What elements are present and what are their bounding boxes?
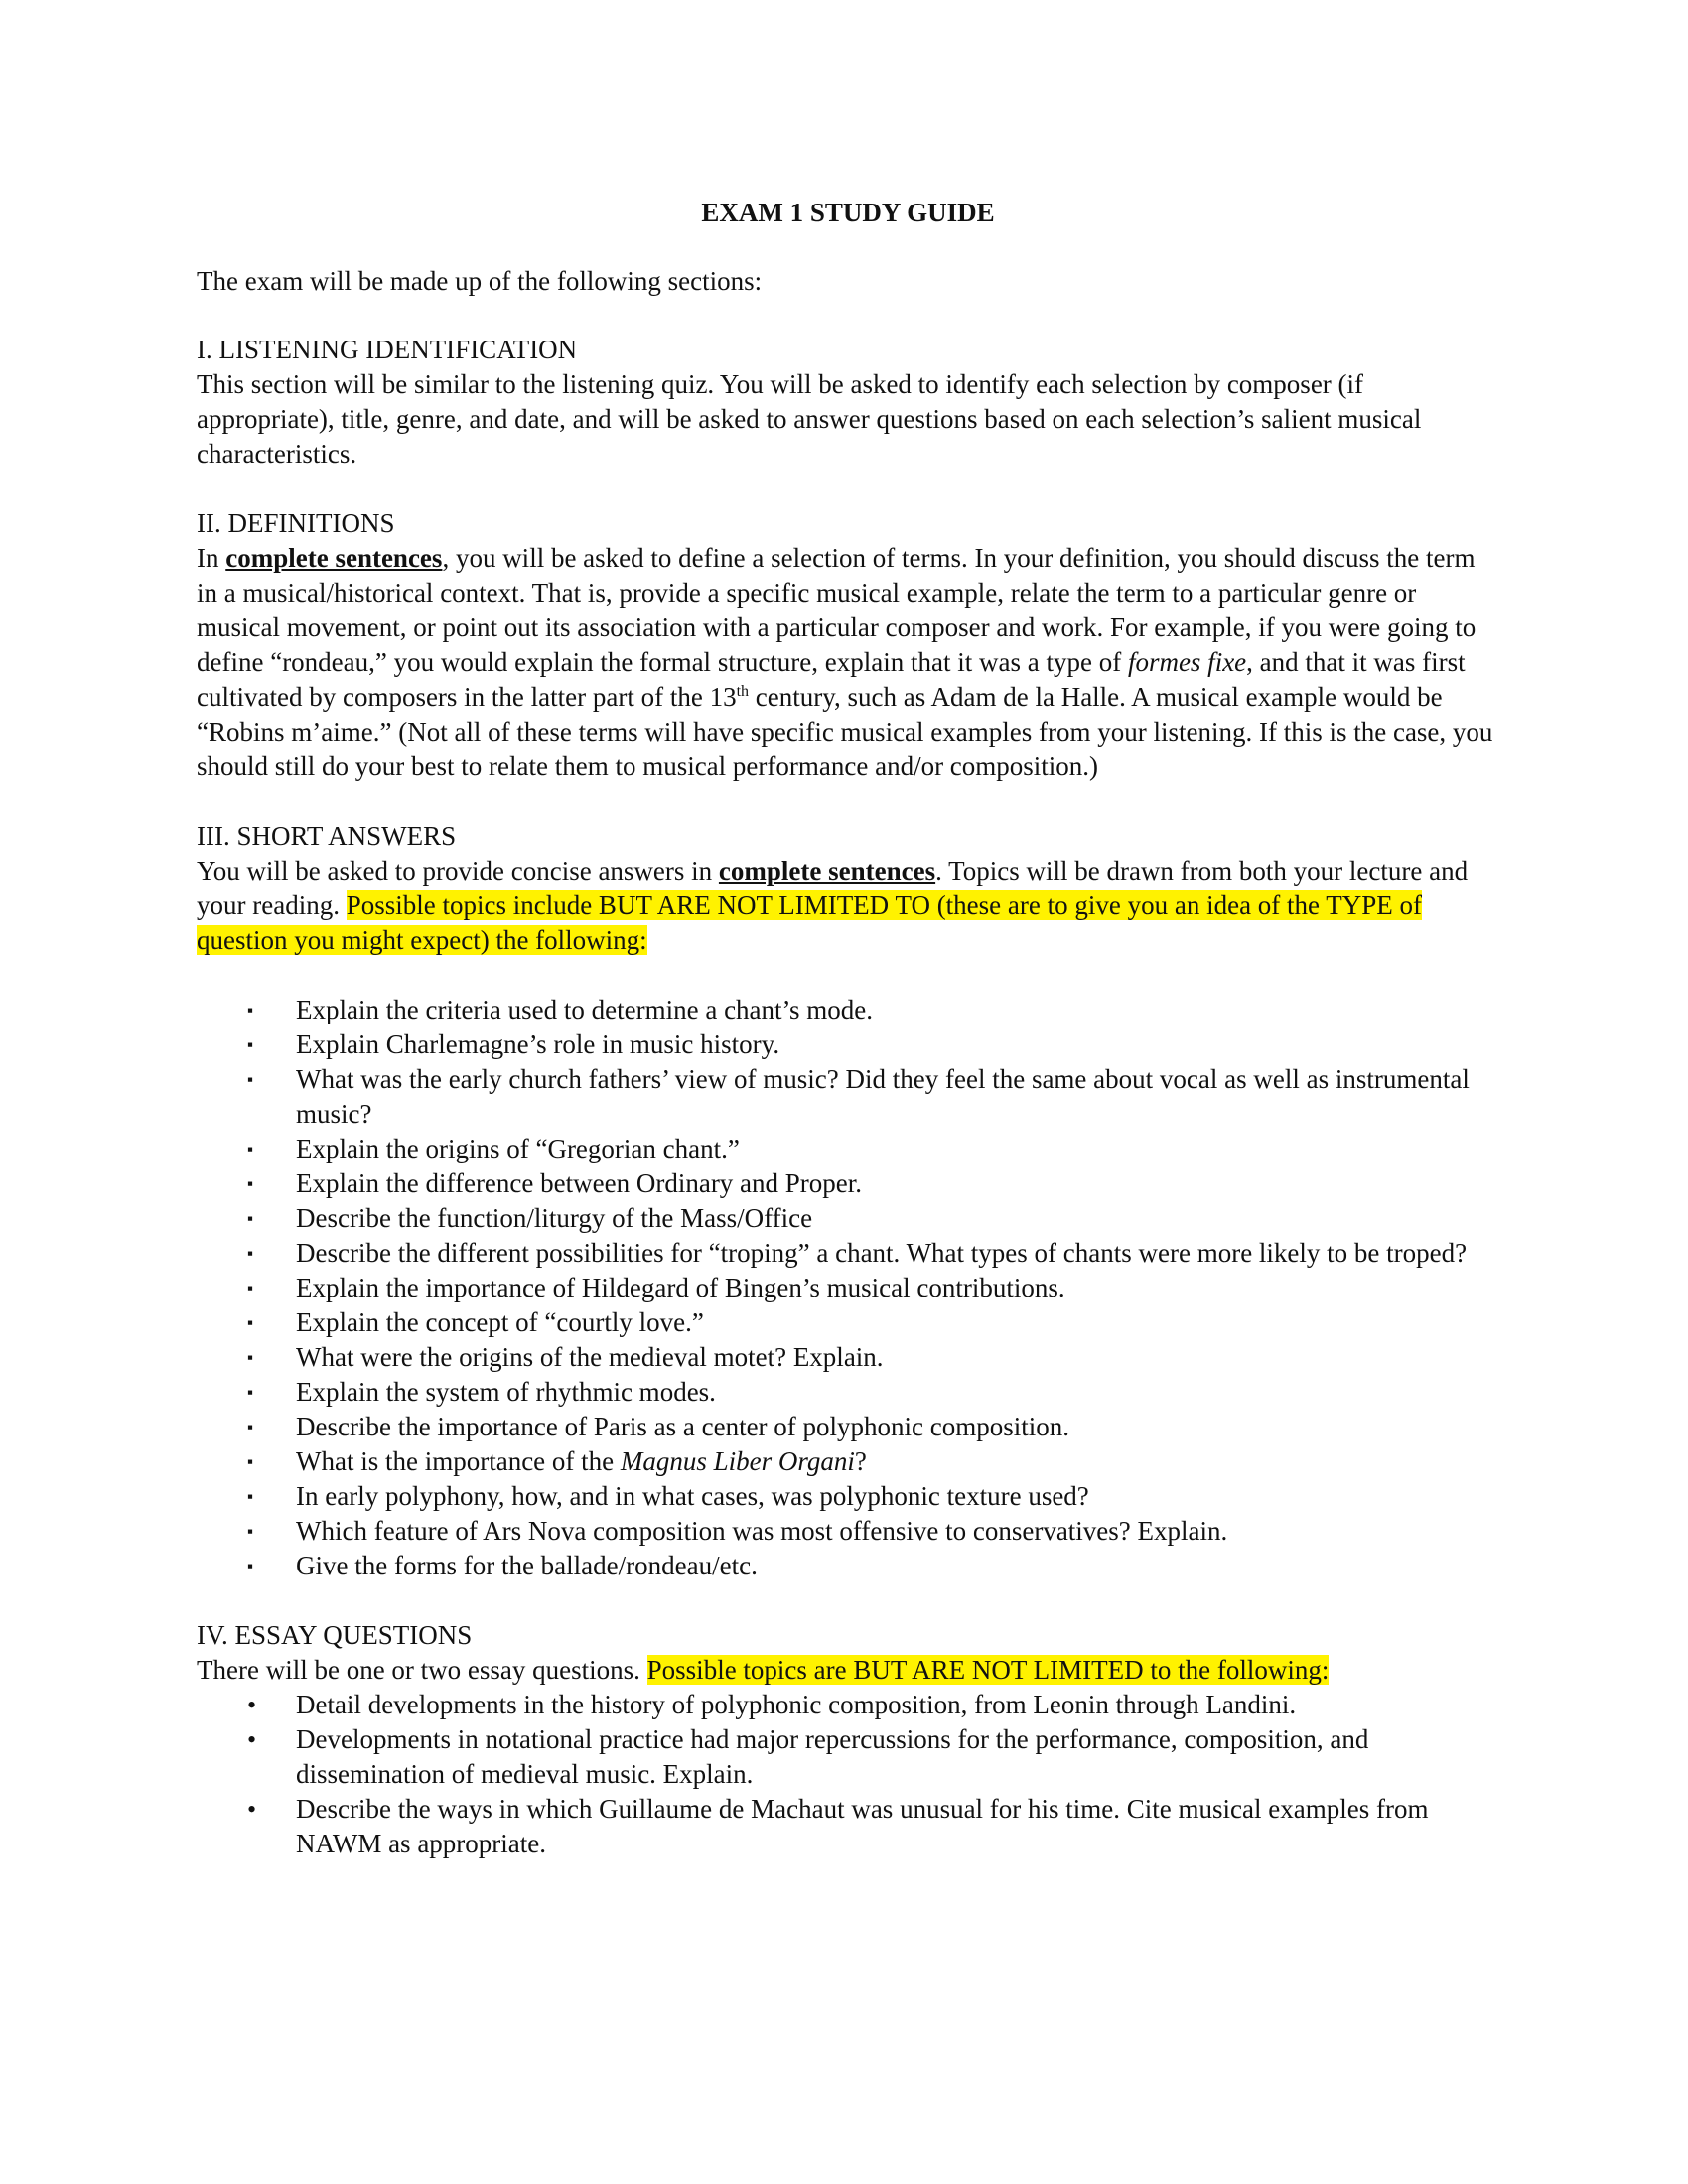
round-bullet-icon: • bbox=[247, 1795, 257, 1824]
list-item-text: Explain the criteria used to determine a chant’s mode. bbox=[296, 995, 874, 1024]
list-item bbox=[197, 1062, 1499, 1132]
square-bullet-icon: ▪ bbox=[247, 1070, 254, 1089]
square-bullet-icon: ▪ bbox=[247, 1279, 254, 1297]
list-item bbox=[197, 1479, 1499, 1514]
list-item-text: Describe the ways in which Guillaume de Machaut was unusual for his time. Cite musical examples from NAWM as appropriate. bbox=[296, 1794, 1429, 1858]
emphasis-text: complete sentences bbox=[718, 856, 936, 886]
list-item-text: Developments in notational practice had major repercussions for the performance, composition, and dissemination of medieval music. Explain. bbox=[296, 1724, 1369, 1789]
section-text bbox=[197, 854, 1499, 958]
list-item bbox=[197, 1027, 1499, 1062]
list-item bbox=[197, 1271, 1499, 1305]
emphasis-text: complete sentences bbox=[225, 543, 443, 573]
section-heading: III. SHORT ANSWERS bbox=[197, 821, 457, 851]
section-text bbox=[197, 541, 1499, 784]
round-bullet-icon: • bbox=[247, 1725, 257, 1754]
square-bullet-icon: ▪ bbox=[247, 1487, 254, 1506]
list-item bbox=[197, 993, 1499, 1027]
list-item-text bbox=[296, 1446, 867, 1476]
square-bullet-icon: ▪ bbox=[247, 1313, 254, 1332]
list-item-text: Give the forms for the ballade/rondeau/etc. bbox=[296, 1551, 758, 1580]
square-bullet-icon: ▪ bbox=[247, 1557, 254, 1575]
text-run: You will be asked to provide concise answers in bbox=[197, 856, 719, 886]
square-bullet-icon: ▪ bbox=[247, 1522, 254, 1541]
section-essay-questions bbox=[197, 1618, 1499, 1861]
highlighted-text: Possible topics include BUT ARE NOT LIMITED TO (these are to give you an idea of the TYPE of question you might expect) the following: bbox=[197, 890, 1423, 955]
section-heading: I. LISTENING IDENTIFICATION bbox=[197, 335, 578, 364]
document-page bbox=[197, 195, 1499, 1861]
list-item bbox=[197, 1340, 1499, 1375]
text-run: . Topics will be drawn from both your lecture and your reading. bbox=[197, 856, 1469, 920]
list-item bbox=[197, 1410, 1499, 1444]
list-item bbox=[197, 1792, 1499, 1861]
list-item-text: Explain the concept of “courtly love.” bbox=[296, 1307, 704, 1337]
list-item bbox=[197, 1375, 1499, 1410]
list-item-text: What were the origins of the medieval motet? Explain. bbox=[296, 1342, 884, 1372]
text-run: century, such as Adam de la Halle. A musical example would be “Robins m’aime.” (Not all of these terms will have specific musical examples from your listening. If this is the case, you should still do your best to relate them to musical performance and/or composition.) bbox=[197, 682, 1493, 781]
essay-topics bbox=[197, 1688, 1499, 1861]
section-listening bbox=[197, 333, 1499, 472]
list-item bbox=[197, 1166, 1499, 1201]
list-item bbox=[197, 1722, 1499, 1792]
list-item-text: Explain the importance of Hildegard of Bingen’s musical contributions. bbox=[296, 1273, 1065, 1302]
text-run: What is the importance of the bbox=[296, 1446, 621, 1476]
square-bullet-icon: ▪ bbox=[247, 1035, 254, 1054]
highlighted-text: Possible topics are BUT ARE NOT LIMITED to the following: bbox=[646, 1655, 1330, 1685]
list-item-text: In early polyphony, how, and in what cases, was polyphonic texture used? bbox=[296, 1481, 1089, 1511]
section-heading: IV. ESSAY QUESTIONS bbox=[197, 1620, 473, 1650]
list-item-text: Describe the importance of Paris as a center of polyphonic composition. bbox=[296, 1412, 1070, 1441]
section-short-answers bbox=[197, 819, 1499, 1583]
section-text: This section will be similar to the listening quiz. You will be asked to identify each selection by composer (if appropriate), title, genre, and date, and will be asked to answer questions based on each selection’s salient musical characteristics. bbox=[197, 369, 1422, 469]
square-bullet-icon: ▪ bbox=[247, 1348, 254, 1367]
text-run: , and that it was first cultivated by composers in the latter part of the 13 bbox=[197, 647, 1466, 712]
short-answer-topics bbox=[197, 993, 1499, 1583]
list-item-text: Detail developments in the history of polyphonic composition, from Leonin through Landini. bbox=[296, 1690, 1297, 1719]
square-bullet-icon: ▪ bbox=[247, 1140, 254, 1159]
text-run: In bbox=[197, 543, 226, 573]
list-item bbox=[197, 1201, 1499, 1236]
section-heading: II. DEFINITIONS bbox=[197, 508, 395, 538]
square-bullet-icon: ▪ bbox=[247, 1001, 254, 1020]
document-title: EXAM 1 STUDY GUIDE bbox=[701, 198, 995, 227]
square-bullet-icon: ▪ bbox=[247, 1244, 254, 1263]
list-item bbox=[197, 1549, 1499, 1583]
list-item-text: Explain Charlemagne’s role in music history. bbox=[296, 1029, 780, 1059]
round-bullet-icon: • bbox=[247, 1691, 257, 1719]
superscript: th bbox=[736, 683, 750, 700]
list-item bbox=[197, 1236, 1499, 1271]
list-item-text: Explain the difference between Ordinary and Proper. bbox=[296, 1168, 863, 1198]
square-bullet-icon: ▪ bbox=[247, 1452, 254, 1471]
list-item bbox=[197, 1444, 1499, 1479]
italic-text: formes fixe bbox=[1127, 647, 1247, 677]
list-item-text: What was the early church fathers’ view of music? Did they feel the same about vocal as well as instrumental music? bbox=[296, 1064, 1470, 1129]
italic-text: Magnus Liber Organi bbox=[620, 1446, 855, 1476]
text-run: There will be one or two essay questions. bbox=[197, 1655, 647, 1685]
section-text bbox=[197, 1653, 1499, 1688]
section-definitions bbox=[197, 506, 1499, 784]
list-item bbox=[197, 1305, 1499, 1340]
square-bullet-icon: ▪ bbox=[247, 1418, 254, 1436]
list-item bbox=[197, 1514, 1499, 1549]
text-run: , you will be asked to define a selection of terms. In your definition, you should discuss the term in a musical/historical context. That is, provide a specific musical example, relate the term to a particular genre or musical movement, or point out its association with a particular composer and work. For example, if you were going to define “rondeau,” you would explain the formal structure, explain that it was a type of bbox=[197, 543, 1477, 677]
list-item-text: Describe the different possibilities for “troping” a chant. What types of chants were more likely to be troped? bbox=[296, 1238, 1468, 1268]
list-item-text: Explain the origins of “Gregorian chant.” bbox=[296, 1134, 740, 1163]
list-item bbox=[197, 1132, 1499, 1166]
square-bullet-icon: ▪ bbox=[247, 1174, 254, 1193]
list-item-text: Describe the function/liturgy of the Mass/Office bbox=[296, 1203, 813, 1233]
list-item-text: Explain the system of rhythmic modes. bbox=[296, 1377, 716, 1407]
square-bullet-icon: ▪ bbox=[247, 1383, 254, 1402]
text-run: ? bbox=[854, 1446, 867, 1476]
intro-text: The exam will be made up of the following sections: bbox=[197, 266, 763, 296]
square-bullet-icon: ▪ bbox=[247, 1209, 254, 1228]
list-item-text: Which feature of Ars Nova composition was most offensive to conservatives? Explain. bbox=[296, 1516, 1228, 1546]
list-item bbox=[197, 1688, 1499, 1722]
